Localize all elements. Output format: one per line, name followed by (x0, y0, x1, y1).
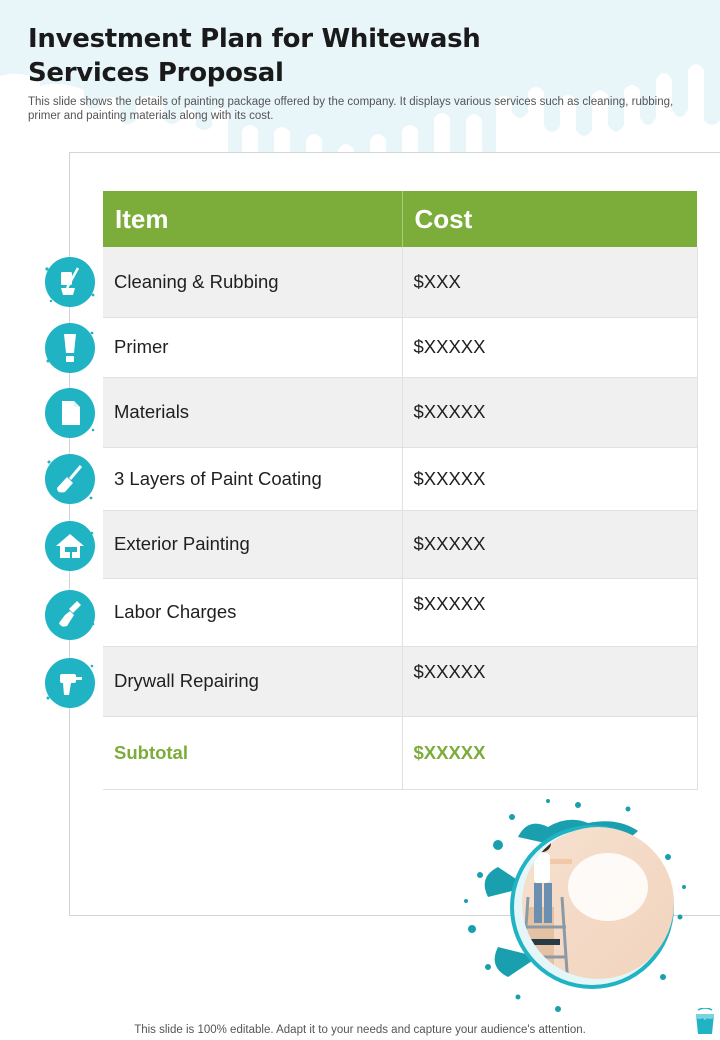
table-row (103, 317, 697, 377)
row-cost: $XXXXX (402, 447, 697, 510)
row-item: Primer (103, 317, 402, 377)
row-cost: $XXXXX (402, 578, 697, 646)
row-cost: $XXXXX (402, 646, 697, 716)
subtotal-cost: $XXXXX (402, 716, 697, 789)
row-item: 3 Layers of Paint Coating (103, 447, 402, 510)
table-row (103, 447, 697, 510)
footer-note: This slide is 100% editable. Adapt it to your needs and capture your audience's attention. (134, 1024, 586, 1036)
primer-tube-icon (43, 321, 97, 375)
row-item: Labor Charges (103, 578, 402, 646)
table-header-row (103, 191, 697, 247)
table-row (103, 578, 697, 646)
subtotal-row (103, 716, 697, 789)
header-cost: Cost (402, 191, 697, 247)
paint-brush-icon (43, 452, 97, 506)
row-cost: $XXXXX (402, 377, 697, 447)
cost-table (103, 191, 697, 790)
page-subtitle: This slide shows the details of painting package offered by the company. It displays various services such as cleaning, rubbing, primer and painting materials along with its cost. (28, 96, 674, 122)
house-roller-icon (43, 519, 97, 573)
subtotal-label: Subtotal (103, 716, 402, 789)
row-cost: $XXXXX (402, 510, 697, 578)
table-row (103, 646, 697, 716)
row-item: Cleaning & Rubbing (103, 247, 402, 317)
table-row (103, 377, 697, 447)
page-title: Investment Plan for Whitewash Services Proposal (28, 24, 481, 88)
row-cost: $XXXXX (402, 317, 697, 377)
paint-bucket-icon (694, 1008, 716, 1036)
header-item: Item (103, 191, 402, 247)
row-item: Exterior Painting (103, 510, 402, 578)
row-cost: $XXX (402, 247, 697, 317)
drill-icon (43, 656, 97, 710)
row-item: Drywall Repairing (103, 646, 402, 716)
table-row (103, 510, 697, 578)
table-row (103, 247, 697, 317)
painter-photo (458, 797, 690, 1019)
document-icon (43, 386, 97, 440)
tool-hand-icon (43, 588, 97, 642)
row-item: Materials (103, 377, 402, 447)
broom-bucket-icon (43, 255, 97, 309)
